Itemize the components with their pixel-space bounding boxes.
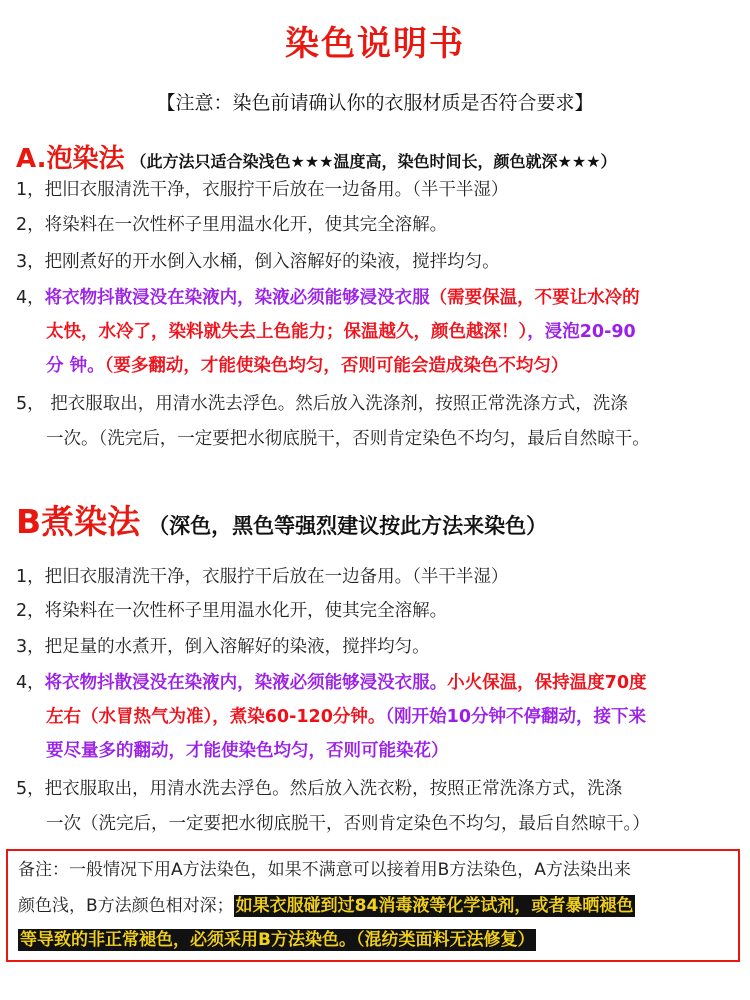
note-highlight-2: 等导致的非正常褪色，必须采用B方法染色。（混纺类面料无法修复） <box>20 930 535 950</box>
step-4-purple-text: 将衣物抖散浸没在染液内，染液必须能够浸没衣服。 <box>44 673 448 693</box>
step-4-red-text-2: 左右（水冒热气为准），煮染60-120分钟。 <box>46 707 386 727</box>
notice-line: 【注意：染色前请确认你的衣服材质是否符合要求】 <box>156 92 594 114</box>
section-b-step-4-line-1 <box>16 673 740 694</box>
section-a-step-4-line-2 <box>46 322 740 343</box>
step-4-purple-text-3: 要尽量多的翻动，才能使染色均匀，否则可能染花） <box>46 741 449 761</box>
section-a-header <box>16 138 617 175</box>
section-a-step-2: 2，将染料在一次性杯子里用温水化开，使其完全溶解。 <box>16 215 448 235</box>
section-b-header <box>16 496 547 543</box>
step-number: 4， <box>16 288 45 308</box>
section-b-step-4-line-3 <box>46 741 740 762</box>
section-a-step-3: 3，把刚煮好的开水倒入水桶，倒入溶解好的染液，搅拌均匀。 <box>16 252 500 272</box>
step-number: 4， <box>16 673 45 693</box>
section-b-heading: B煮染法 <box>16 502 141 541</box>
section-b-step-2: 2，将染料在一次性杯子里用温水化开，使其完全溶解。 <box>16 601 448 621</box>
section-a-heading: A.泡染法 <box>16 144 125 174</box>
step-4-purple-text-3: 分 钟。 <box>46 356 105 376</box>
section-a-step-5-line-2: 一次。（洗完后，一定要把水彻底脱干，否则肯定染色不均匀，最后自然晾干。 <box>46 429 650 449</box>
note-line-1: 备注：一般情况下用A方法染色，如果不满意可以接着用B方法染色，A方法染出来 <box>18 860 631 880</box>
step-4-red-text-3: （要多翻动，才能使染色均匀，否则可能会造成染色不均匀） <box>104 356 569 376</box>
section-b-subtitle: （深色，黑色等强烈建议按此方法来染色） <box>148 514 548 538</box>
note-line-2-plain: 颜色浅，B方法颜色相对深； <box>18 896 234 916</box>
step-4-red-text: 小火保温，保持温度70度 <box>447 673 647 693</box>
note-line-2 <box>18 896 635 916</box>
step-4-red-text: （需要保温，不要让水冷的 <box>429 288 640 308</box>
section-b-step-4-line-2 <box>46 707 740 728</box>
note-highlight-1: 如果衣服碰到过84消毒液等化学试剂，或者暴晒褪色 <box>235 896 634 916</box>
section-a-step-4-line-1 <box>16 288 740 309</box>
section-b-step-1: 1，把旧衣服清洗干净，衣服拧干后放在一边备用。（半干半湿） <box>16 567 509 587</box>
section-a-subtitle: （此方法只适合染浅色★★★温度高，染色时间长，颜色就深★★★） <box>130 152 617 171</box>
section-b-step-5-line-1: 5，把衣服取出，用清水洗去浮色。然后放入洗衣粉，按照正常洗涤方式，洗涤 <box>16 779 623 799</box>
section-a-step-1: 1，把旧衣服清洗干净，衣服拧干后放在一边备用。（半干半湿） <box>16 180 509 200</box>
step-4-red-text-2: 太快，水冷了，染料就失去上色能力；保温越久，颜色越深！） <box>46 322 528 342</box>
page-title: 染色说明书 <box>285 24 465 64</box>
note-line-3 <box>18 930 536 950</box>
step-4-purple-text-2: （刚开始10分钟不停翻动，接下来 <box>385 707 647 727</box>
section-b-step-5-line-2: 一次（洗完后，一定要把水彻底脱干，否则肯定染色不均匀，最后自然晾干。） <box>46 814 650 834</box>
section-a-step-5-line-1: 5， 把衣服取出，用清水洗去浮色。然后放入洗涤剂，按照正常洗涤方式，洗涤 <box>16 394 628 414</box>
section-b-step-3: 3，把足量的水煮开，倒入溶解好的染液，搅拌均匀。 <box>16 637 430 657</box>
step-4-purple-text: 将衣物抖散浸没在染液内，染液必须能够浸没衣服 <box>44 288 430 308</box>
step-4-purple-text-2: ，浸泡20-90 <box>527 322 636 342</box>
note-box <box>6 849 740 962</box>
section-a-step-4-line-3 <box>46 356 740 377</box>
